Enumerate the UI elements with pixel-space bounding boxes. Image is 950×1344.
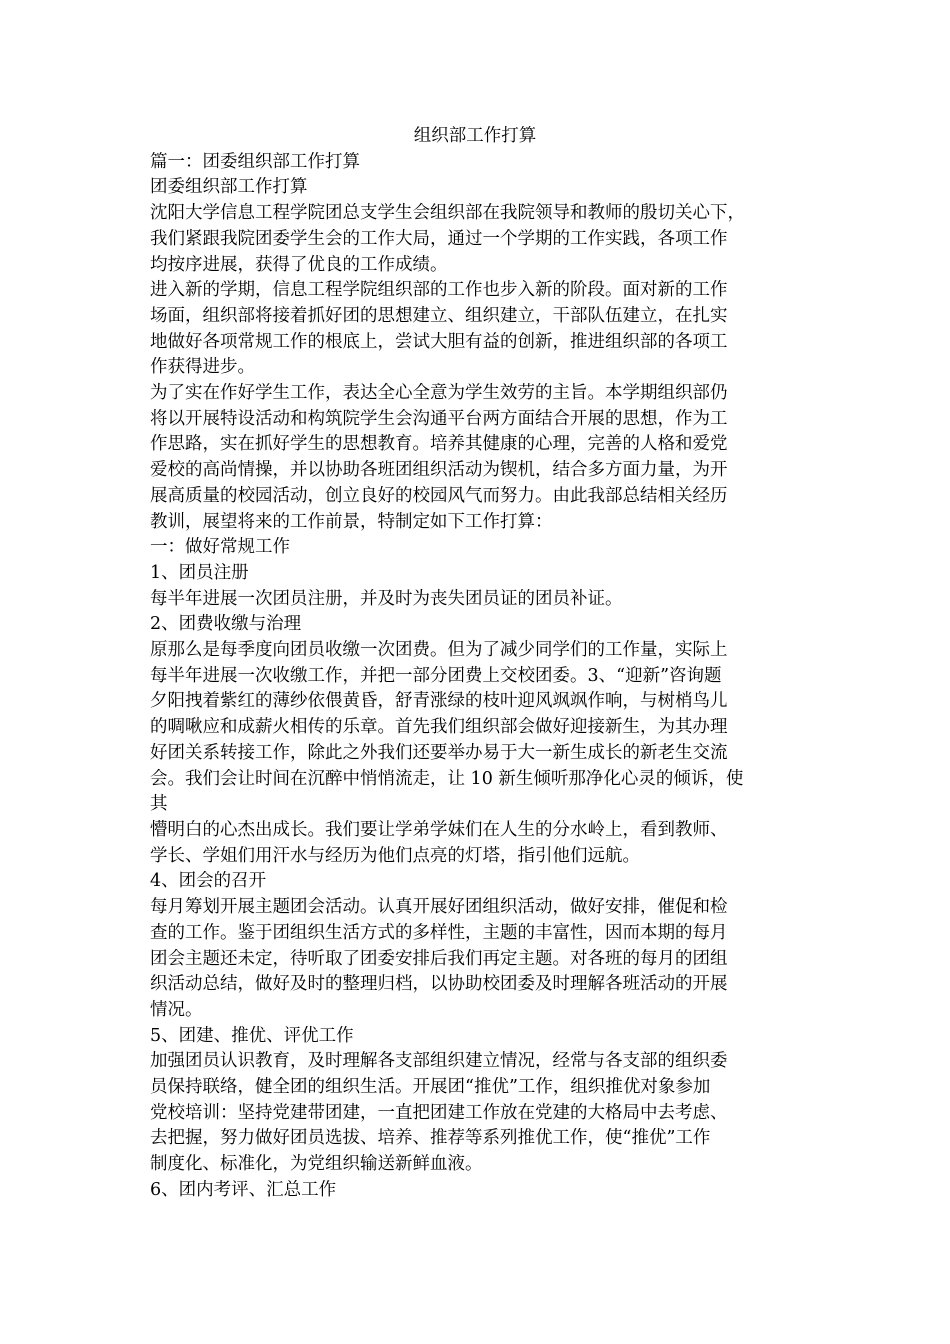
text-line: 篇一：团委组织部工作打算 [150,151,360,172]
subsection-heading: 5、团建、推优、评优工作 [150,1025,354,1046]
text-line: 我们紧跟我院团委学生会的工作大局，通过一个学期的工作实践，各项工作 [150,228,728,249]
text-line: 查的工作。鉴于团组织生活方式的多样性，主题的丰富性，因而本期的每月 [150,922,728,943]
text-line: 团委组织部工作打算 [150,177,308,198]
text-line: 加强团员认识教育，及时理解各支部组织建立情况，经常与各支部的组织委 [150,1051,728,1072]
text-line: 作获得进步。 [150,357,255,378]
text-line: 好团关系转接工作，除此之外我们还要举办易于大一新生成长的新老生交流 [150,742,728,763]
text-line: 展高质量的校园活动，创立良好的校园风气而努力。由此我部总结相关经历 [150,485,728,506]
text-line: 教训，展望将来的工作前景，特制定如下工作打算： [150,511,553,532]
text-line: 每月筹划开展主题团会活动。认真开展好团组织活动，做好安排，催促和检 [150,897,728,918]
text-line: 为了实在作好学生工作，表达全心全意为学生效劳的主旨。本学期组织部仍 [150,383,728,404]
text-line: 其 [150,794,168,815]
document-title: 组织部工作打算 [413,126,537,146]
text-line: 将以开展特设活动和构筑院学生会沟通平台两方面结合开展的思想，作为工 [150,408,728,429]
text-line: 党校培训：坚持党建带团建，一直把团建工作放在党建的大格局中去考虑、 [150,1102,728,1123]
text-line: 地做好各项常规工作的根底上，尝试大胆有益的创新，推进组织部的各项工 [150,331,728,352]
subsection-heading: 6、团内考评、汇总工作 [150,1179,337,1200]
text-line: 每半年进展一次团员注册，并及时为丧失团员证的团员补证。 [150,588,623,609]
text-line: 学长、学姐们用汗水与经历为他们点亮的灯塔，指引他们远航。 [150,845,640,866]
text-line: 作思路，实在抓好学生的思想教育。培养其健康的心理，完善的人格和爱党 [150,434,728,455]
text-line: 每半年进展一次收缴工作，并把一部分团费上交校团委。3、“迎新”咨询题 [150,665,722,686]
subsection-heading: 4、团会的召开 [150,871,267,892]
section-heading: 一：做好常规工作 [150,537,290,558]
subsection-heading: 2、团费收缴与治理 [150,614,302,635]
text-line: 团会主题还未定，待听取了团委安排后我们再定主题。对各班的每月的团组 [150,948,728,969]
text-line: 的啁啾应和成薪火相传的乐章。首先我们组织部会做好迎接新生，为其办理 [150,717,728,738]
text-line: 懵明白的心杰出成长。我们要让学弟学妹们在人生的分水岭上，看到教师、 [150,819,728,840]
document-body [150,150,800,1204]
text-line: 均按序进展，获得了优良的工作成绩。 [150,254,448,275]
text-line: 场面，组织部将接着抓好团的思想建立、组织建立，干部队伍建立，在扎实 [150,305,728,326]
text-line: 夕阳拽着紫红的薄纱依偎黄昏，舒青涨绿的枝叶迎风飒飒作响，与树梢鸟儿 [150,691,728,712]
text-line: 制度化、标准化，为党组织输送新鲜血液。 [150,1154,483,1175]
text-line: 去把握，努力做好团员选拔、培养、推荐等系列推优工作，使“推优”工作 [150,1128,711,1149]
text-line: 沈阳大学信息工程学院团总支学生会组织部在我院领导和教师的殷切关心下， [150,203,745,224]
text-line: 员保持联络，健全团的组织生活。开展团“推优”工作，组织推优对象参加 [150,1077,711,1098]
subsection-heading: 1、团员注册 [150,562,249,583]
document-page [150,124,800,1204]
text-line: 原那么是每季度向团员收缴一次团费。但为了减少同学们的工作量，实际上 [150,640,728,661]
text-line: 进入新的学期，信息工程学院组织部的工作也步入新的阶段。面对新的工作 [150,280,728,301]
text-line: 爱校的高尚情操，并以协助各班团组织活动为锲机，结合多方面力量，为开 [150,460,728,481]
text-line: 会。我们会让时间在沉醉中悄悄流走，让 10 新生倾听那净化心灵的倾诉，使 [150,768,744,789]
text-line: 织活动总结，做好及时的整理归档，以协助校团委及时理解各班活动的开展 [150,974,728,995]
text-line: 情况。 [150,999,203,1020]
